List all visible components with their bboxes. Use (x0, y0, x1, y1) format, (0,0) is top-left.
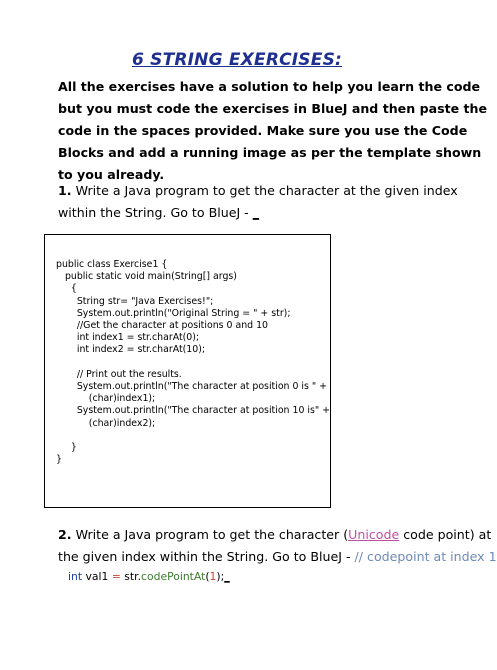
intro-line: code in the spaces provided. Make sure you use the Code (58, 123, 468, 138)
exercise-1-line-1 (58, 180, 458, 202)
unicode-link[interactable]: Unicode (348, 527, 400, 542)
exercise-1-text-2: within the String. Go to BlueJ - (58, 205, 253, 220)
exercise-2-line-2 (58, 546, 497, 568)
exercise-2 (58, 524, 497, 568)
code-block (44, 234, 331, 508)
code-snippet-line (68, 570, 230, 583)
code-trailing-mark: _ (224, 570, 230, 583)
code-block-text: public class Exercise1 { public static void main(String[] args) { String str= "Java Exercises!"; System.out.println("Original String = " + str); //Get the character at positions 0 and 10 int index1 = str.charAt(0); int index2 = str.charAt(10); // Print out the results. System.out.println("The character at position 0 is " + (char)index1); System.out.println("The character at position 10 is" + (char)index2); } } (56, 259, 331, 466)
exercise-1 (58, 180, 458, 224)
keyword-int: int (68, 570, 83, 583)
exercise-2-line-1 (58, 524, 492, 546)
intro-paragraph (58, 76, 488, 186)
object-ref: str. (120, 570, 142, 583)
variable-name: val1 (82, 570, 112, 583)
intro-line: All the exercises have a solution to help you learn the code (58, 79, 481, 94)
code-comment: // codepoint at index 1 (354, 549, 497, 564)
open-paren: ( (205, 570, 210, 583)
page-title: 6 STRING EXERCISES: (131, 50, 343, 70)
exercise-1-number: 1. (58, 183, 72, 198)
exercise-2-text-2: the given index within the String. Go to BlueJ - (58, 549, 355, 564)
close-paren: ); (216, 570, 225, 583)
exercise-2-text: Write a Java program to get the character ( (71, 527, 349, 542)
method-name: codePointAt (141, 570, 206, 583)
argument-literal: 1 (209, 570, 217, 583)
exercise-2-number: 2. (58, 527, 72, 542)
assign-operator: = (111, 570, 121, 583)
intro-line: Blocks and add a running image as per the template shown (58, 145, 482, 160)
intro-line: to you already. (58, 167, 165, 182)
exercise-2-text-post: code point) at (399, 527, 492, 542)
exercise-1-text: Write a Java program to get the character at the given index (71, 183, 458, 198)
exercise-1-line-2 (58, 202, 438, 224)
exercise-1-trailing-mark: _ (252, 205, 260, 220)
intro-line: but you must code the exercises in BlueJ and then paste the (58, 101, 488, 116)
